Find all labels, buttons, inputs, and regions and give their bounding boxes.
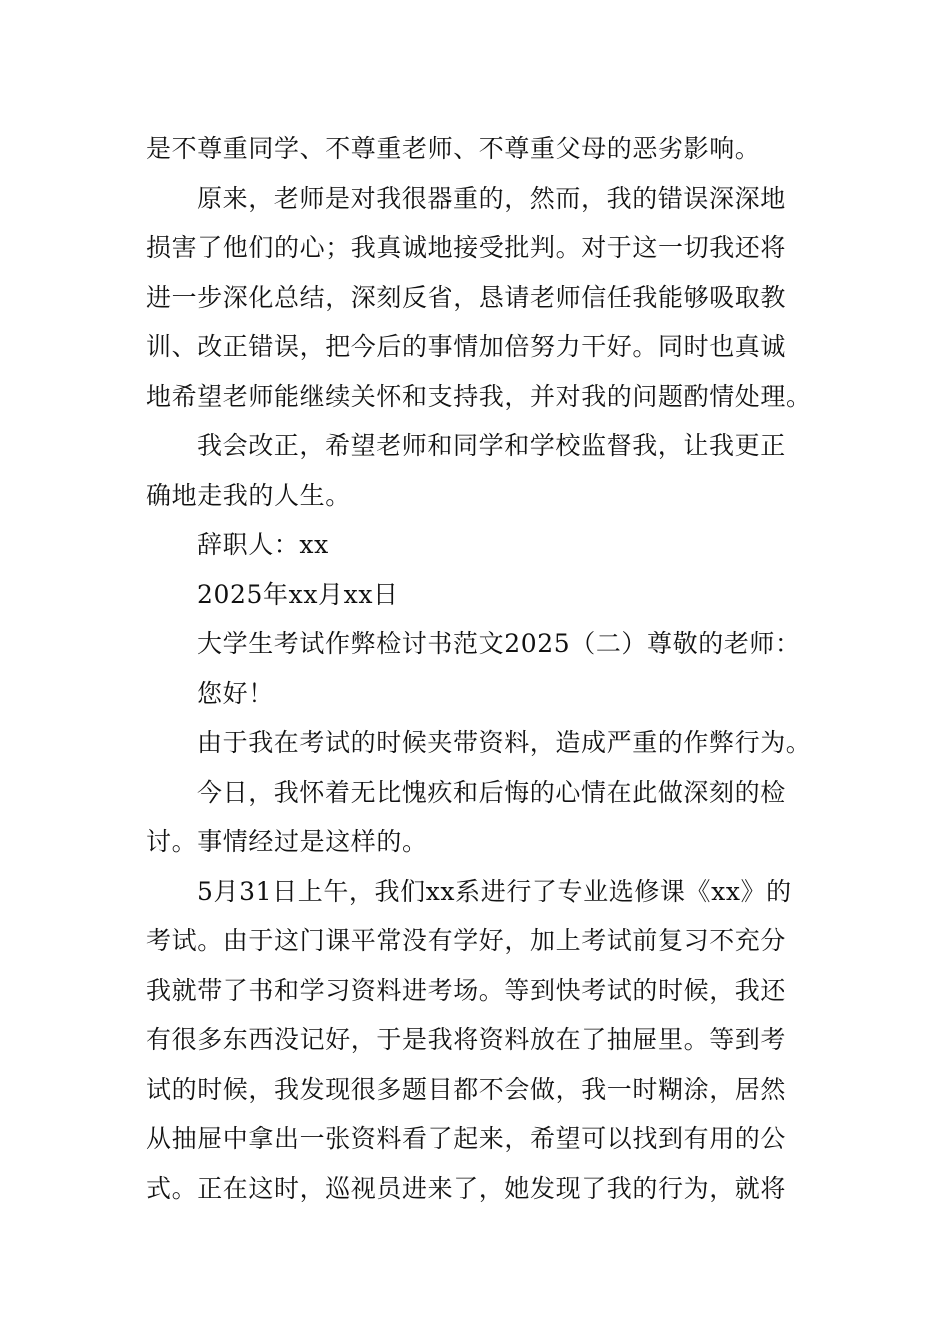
text-line-22: 式。正在这时，巡视员进来了，她发现了我的行为，就将 bbox=[146, 1173, 787, 1203]
text-line-7: 我会改正，希望老师和同学和学校监督我，让我更正 bbox=[197, 431, 786, 460]
text-line-21: 从抽屉中拿出一张资料看了起来，希望可以找到有用的公 bbox=[146, 1124, 787, 1153]
text-line-1: 是不尊重同学、不尊重老师、不尊重父母的恶劣影响。 bbox=[146, 134, 761, 163]
greeting-line: 您好！ bbox=[197, 678, 274, 708]
document-page bbox=[146, 124, 812, 1213]
text-line-4: 进一步深化总结，深刻反省，恳请老师信任我能够吸取教 bbox=[146, 282, 787, 312]
section-heading: 大学生考试作弊检讨书范文2025（二）尊敬的老师： bbox=[197, 629, 801, 658]
text-line-5: 训、改正错误，把今后的事情加倍努力干好。同时也真诚 bbox=[146, 332, 787, 361]
text-line-14: 今日，我怀着无比愧疚和后悔的心情在此做深刻的检 bbox=[197, 777, 786, 807]
text-line-18: 我就带了书和学习资料进考场。等到快考试的时候，我还 bbox=[146, 975, 787, 1005]
date-line: 2025年xx月xx日 bbox=[197, 579, 399, 609]
text-line-17: 考试。由于这门课平常没有学好，加上考试前复习不充分 bbox=[146, 926, 787, 955]
text-line-2: 原来，老师是对我很器重的，然而，我的错误深深地 bbox=[197, 183, 786, 213]
text-line-6: 地希望老师能继续关怀和支持我，并对我的问题酌情处理。 bbox=[146, 381, 812, 411]
signature-line: 辞职人：xx bbox=[197, 530, 329, 559]
text-line-8: 确地走我的人生。 bbox=[146, 480, 351, 510]
text-line-15: 讨。事情经过是这样的。 bbox=[146, 827, 428, 856]
text-line-20: 试的时候，我发现很多题目都不会做，我一时糊涂，居然 bbox=[146, 1074, 787, 1104]
text-line-19: 有很多东西没记好，于是我将资料放在了抽屉里。等到考 bbox=[146, 1025, 787, 1054]
text-line-13: 由于我在考试的时候夹带资料，造成严重的作弊行为。 bbox=[197, 728, 812, 757]
text-line-3: 损害了他们的心；我真诚地接受批判。对于这一切我还将 bbox=[146, 233, 787, 262]
text-line-16: 5月31日上午，我们xx系进行了专业选修课《xx》的 bbox=[197, 876, 792, 906]
